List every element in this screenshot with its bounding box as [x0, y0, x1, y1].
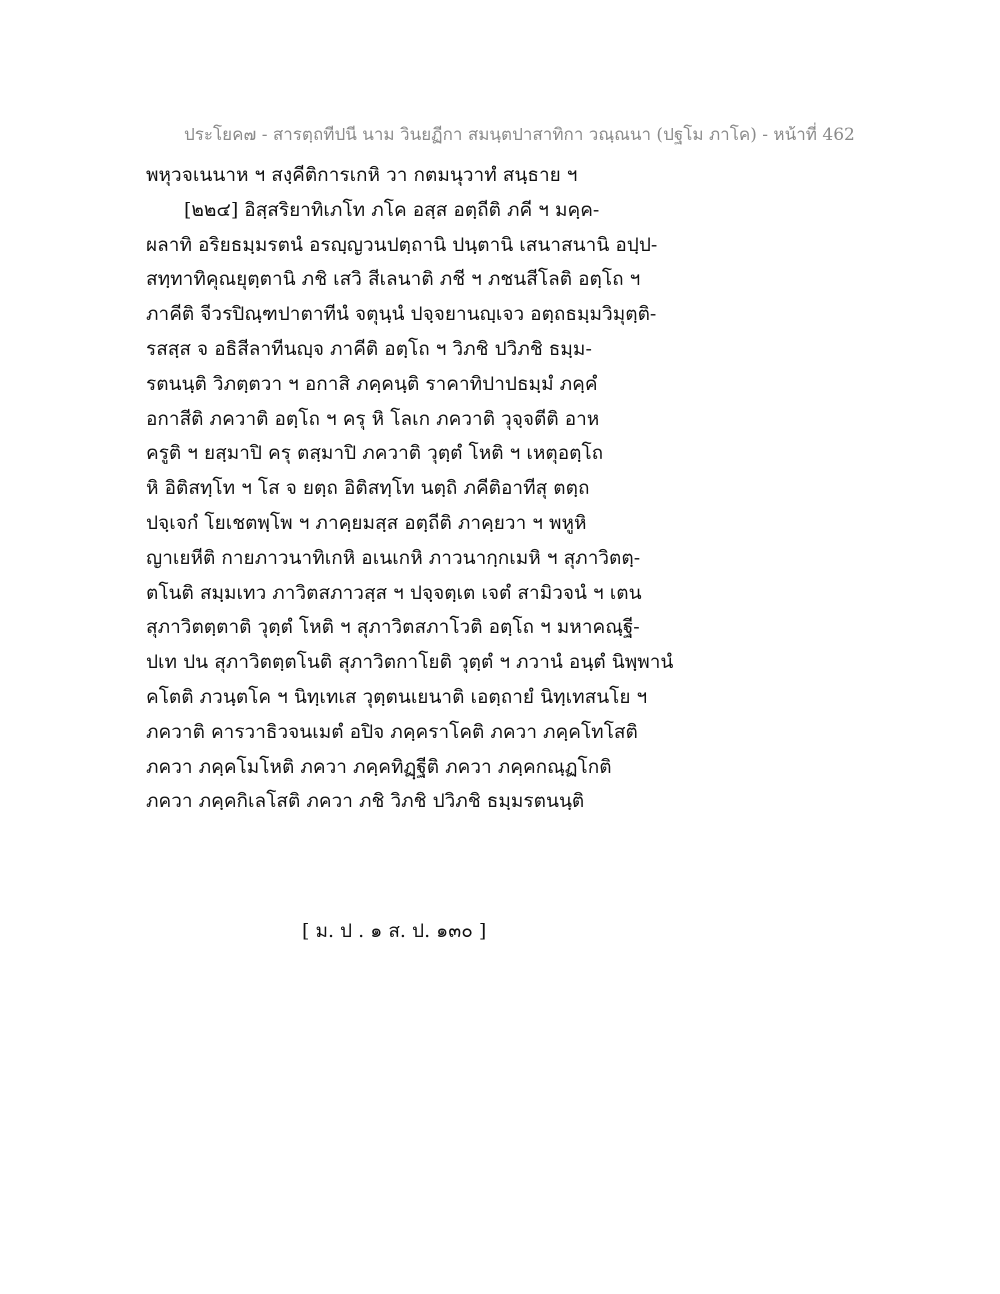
text-line: รตนนฺติ วิภตฺตวา ฯ อกาสิ ภคฺคนฺติ ราคาทิปาปธมฺมํ ภคฺคํ: [146, 372, 598, 395]
text-line: ครูติ ฯ ยสฺมาปิ ครุ ตสฺมาปิ ภควาติ วุตฺตํ โหติ ฯ เหตุอตฺโถ: [146, 442, 604, 465]
citation-reference: [ ม. ป . ๑ ส. ป. ๑๓๐ ]: [302, 920, 487, 942]
text-line: ปเท ปน สุภาวิตตฺตโนติ สุภาวิตกาโยติ วุตฺตํ ฯ ภวานํ อนฺตํ นิพฺพานํ: [146, 651, 674, 674]
text-line: รสสฺส จ อธิสีลาทีนญฺจ ภาคีติ อตฺโถ ฯ วิภชิ ปวิภชิ ธมฺม-: [146, 337, 592, 360]
text-line: สทฺทาทิคุณยุตฺตานิ ภชิ เสวิ สีเลนาติ ภชี ฯ ภชนสีโลติ อตฺโถ ฯ: [146, 268, 641, 291]
text-line: ตโนติ สมฺมเทว ภาวิตสภาวสฺส ฯ ปจฺจตฺเต เจตํ สามิวจนํ ฯ เตน: [146, 581, 642, 604]
text-line: สุภาวิตตฺตาติ วุตฺตํ โหติ ฯ สุภาวิตสภาโวติ อตฺโถ ฯ มหาคณฺฐี-: [146, 616, 640, 639]
text-line: ภควา ภคฺคกิเลโสติ ภควา ภชิ วิภชิ ปวิภชิ ธมฺมรตนนฺติ: [146, 790, 585, 813]
text-line: ปจฺเจกํ โยเชตพฺโพ ฯ ภาคฺยมสฺส อตฺถีติ ภาคฺยวา ฯ พหูหิ: [146, 511, 587, 534]
body-text: [146, 158, 706, 819]
text-line: ภควา ภคฺคโมโหติ ภควา ภคฺคทิฏฺฐีติ ภควา ภคฺคกณฺฏโกติ: [146, 755, 612, 778]
text-line: อกาสีติ ภควาติ อตฺโถ ฯ ครุ หิ โลเก ภควาติ วุจฺจตีติ อาห: [146, 407, 600, 430]
paragraph-start-line: [๒๒๔] อิสฺสริยาทิเภโท ภโค อสฺส อตฺถีติ ภคี ฯ มคฺค-: [184, 198, 600, 221]
text-line: พหุวจเนนาห ฯ สงฺคีติการเกหิ วา กตมนุวาทํ สนฺธาย ฯ: [146, 164, 578, 186]
text-line: ภควาติ คารวาธิวจนเมตํ อปิจ ภคฺคราโคติ ภควา ภคฺคโทโสติ: [146, 720, 638, 743]
text-line: ญาเยหีติ กายภาวนาทิเกหิ อเนเกหิ ภาวนากฺกเมหิ ฯ สุภาวิตตฺ-: [146, 546, 641, 569]
text-line: ผลาทิ อริยธมฺมรตนํ อรญฺญวนปตฺถานิ ปนฺตานิ เสนาสนานิ อปฺป-: [146, 233, 658, 256]
text-line: คโตติ ภวนฺตโค ฯ นิทฺเทเส วุตฺตนเยนาติ เอตฺถายํ นิทฺเทสนโย ฯ: [146, 685, 648, 708]
text-line: หิ อิติสทฺโท ฯ โส จ ยตฺถ อิติสทฺโท นตฺถิ ภคีติอาทีสุ ตตฺถ: [146, 477, 590, 500]
page-header: ประโยค๗ - สารตฺถทีปนี นาม วินยฏีกา สมนฺตปาสาทิกา วณฺณนา (ปฐโม ภาโค) - หน้าที่ 462: [184, 125, 855, 145]
text-line: ภาคีติ จีวรปิณฺฑปาตาทีนํ จตุนฺนํ ปจฺจยานญฺเจว อตฺถธมฺมวิมุตฺติ-: [146, 303, 657, 326]
